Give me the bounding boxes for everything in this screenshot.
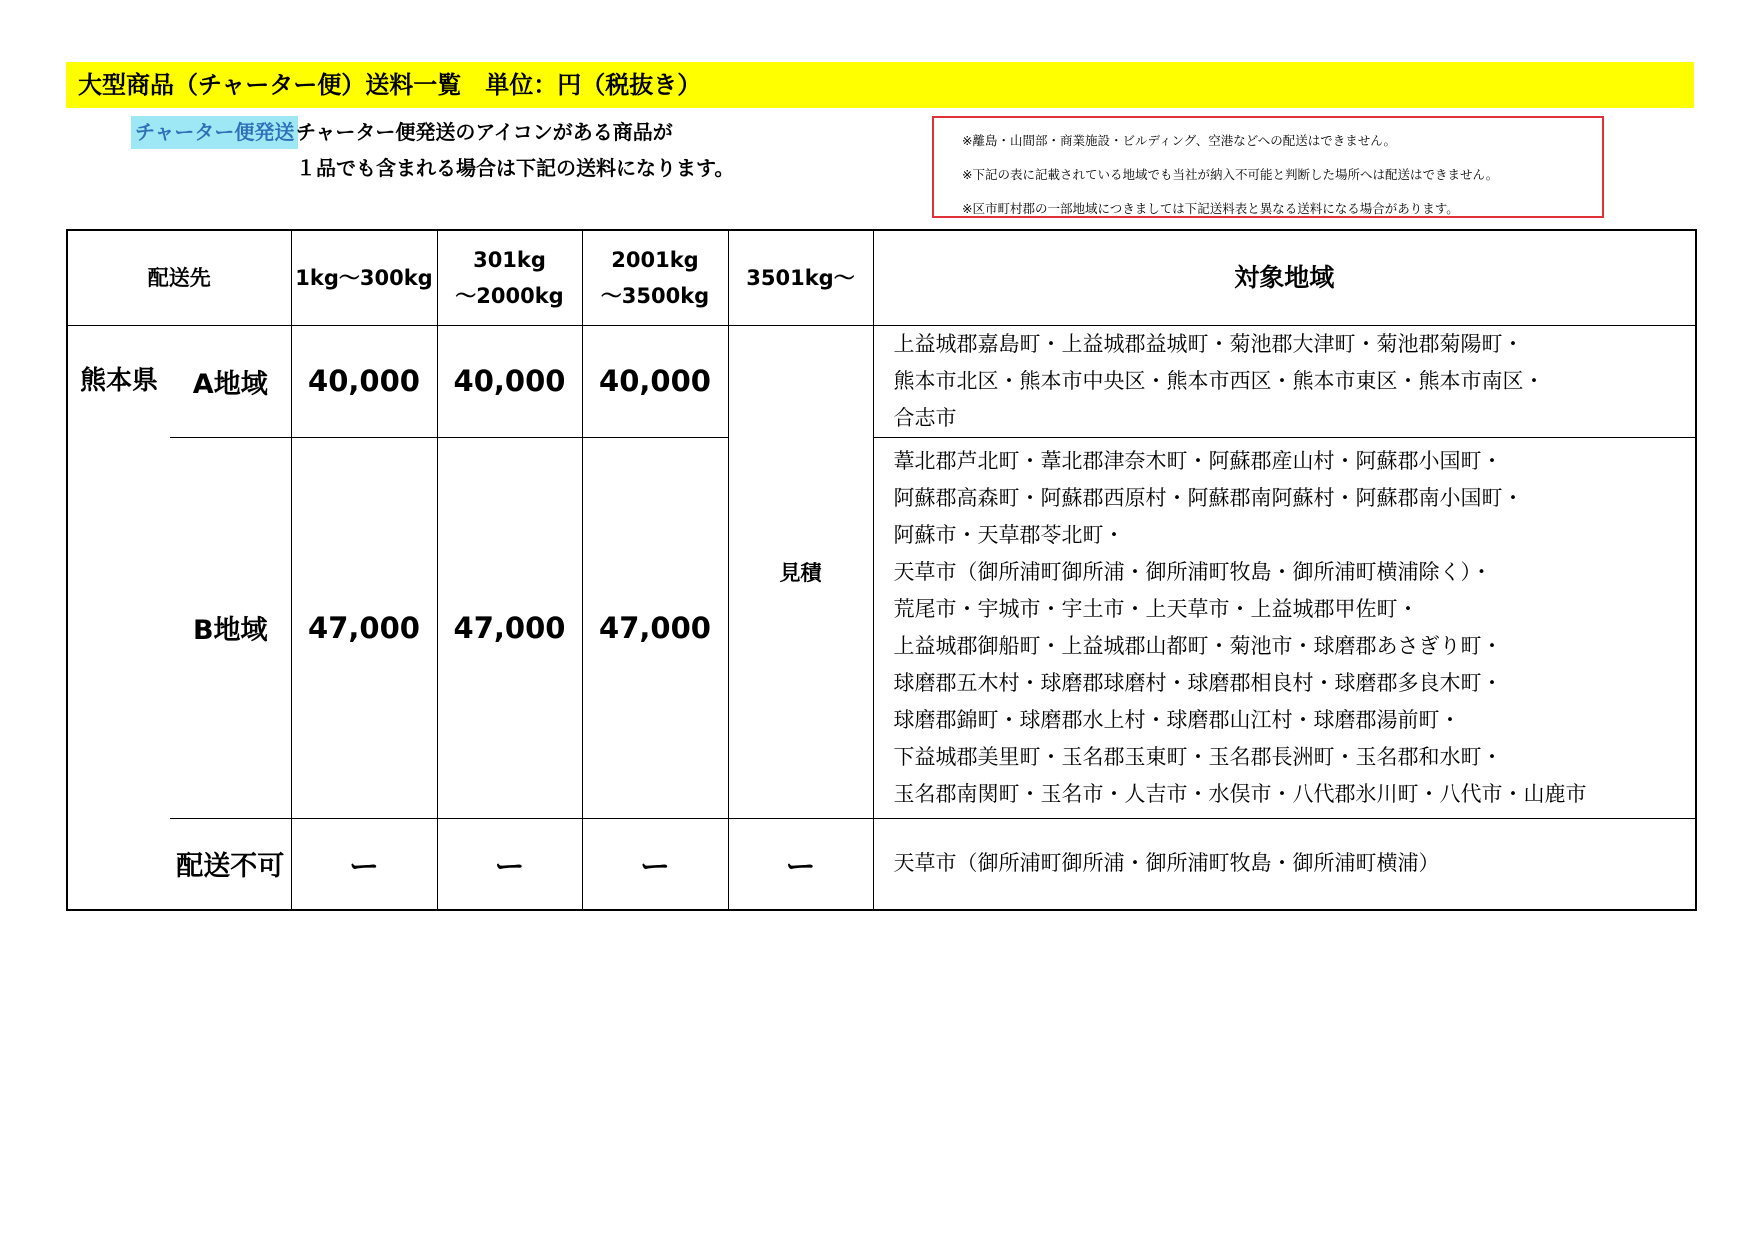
area-line: 玉名郡南関町・玉名市・人吉市・水俣市・八代郡氷川町・八代市・山鹿市 bbox=[893, 781, 1587, 806]
area-line: 球磨郡五木村・球磨郡球磨村・球磨郡相良村・球磨郡多良木町・ bbox=[893, 670, 1503, 695]
header-region: 対象地域 bbox=[873, 230, 1696, 325]
header-weight-2-line1: 301kg bbox=[473, 247, 546, 272]
header-destination: 配送先 bbox=[67, 230, 291, 325]
area-line: 合志市 bbox=[893, 405, 957, 430]
header-weight-3-line2: ～3500kg bbox=[600, 283, 710, 308]
header-weight-1: 1kg～300kg bbox=[291, 230, 437, 325]
area-line: 葦北郡芦北町・葦北郡津奈木町・阿蘇郡産山村・阿蘇郡小国町・ bbox=[893, 448, 1503, 473]
price-cell: 47,000 bbox=[437, 437, 582, 818]
price-cell: 47,000 bbox=[291, 437, 437, 818]
notice-item: ※離島・山間部・商業施設・ビルディング、空港などへの配送はできません。 bbox=[962, 133, 1396, 148]
table-row bbox=[67, 437, 1696, 818]
zone-label: A地域 bbox=[170, 325, 291, 437]
area-list bbox=[873, 325, 1696, 437]
area-line: 天草市（御所浦町御所浦・御所浦町牧島・御所浦町横浦） bbox=[893, 851, 1440, 876]
area-list bbox=[873, 818, 1696, 910]
header-weight-2-line2: ～2000kg bbox=[455, 283, 564, 308]
shipping-rate-table bbox=[66, 229, 1697, 911]
area-line: 上益城郡御船町・上益城郡山都町・菊池市・球磨郡あさぎり町・ bbox=[893, 633, 1503, 658]
zone-label: B地域 bbox=[170, 437, 291, 818]
notice-item: ※下記の表に記載されている地域でも当社が納入不可能と判断した場所へは配送はできません。 bbox=[962, 167, 1499, 182]
area-line: 球磨郡錦町・球磨郡水上村・球磨郡山江村・球磨郡湯前町・ bbox=[893, 707, 1461, 732]
area-line: 上益城郡嘉島町・上益城郡益城町・菊池郡大津町・菊池郡菊陽町・ bbox=[893, 331, 1524, 356]
charter-shipping-badge: チャーター便発送 bbox=[131, 116, 298, 149]
area-line: 天草市（御所浦町御所浦・御所浦町牧島・御所浦町横浦除く）・ bbox=[893, 559, 1492, 584]
price-cell: 40,000 bbox=[291, 325, 437, 437]
area-line: 下益城郡美里町・玉名郡玉東町・玉名郡長洲町・玉名郡和水町・ bbox=[893, 744, 1503, 769]
area-line: 阿蘇郡高森町・阿蘇郡西原村・阿蘇郡南阿蘇村・阿蘇郡南小国町・ bbox=[893, 485, 1524, 510]
area-list bbox=[873, 437, 1696, 818]
header-weight-2 bbox=[437, 230, 582, 325]
prefecture-cell: 熊本県 bbox=[67, 325, 170, 910]
zone-label: 配送不可 bbox=[170, 818, 291, 910]
area-line: 荒尾市・宇城市・宇土市・上天草市・上益城郡甲佐町・ bbox=[893, 596, 1419, 621]
price-cell: ー bbox=[437, 818, 582, 910]
area-line: 阿蘇市・天草郡苓北町・ bbox=[893, 522, 1125, 547]
description-line-2: １品でも含まれる場合は下記の送料になります。 bbox=[296, 156, 735, 180]
header-weight-3 bbox=[582, 230, 728, 325]
description-line-1: チャーター便発送のアイコンがある商品が bbox=[296, 120, 673, 144]
estimate-cell: 見積 bbox=[728, 325, 873, 818]
price-cell: 40,000 bbox=[582, 325, 728, 437]
price-cell: 47,000 bbox=[582, 437, 728, 818]
area-line: 熊本市北区・熊本市中央区・熊本市西区・熊本市東区・熊本市南区・ bbox=[893, 368, 1545, 393]
header-weight-4: 3501kg～ bbox=[728, 230, 873, 325]
page-title: 大型商品（チャーター便）送料一覧 単位：円（税抜き） bbox=[66, 62, 1694, 108]
price-cell: ー bbox=[728, 818, 873, 910]
notice-item: ※区市町村郡の一部地域につきましては下記送料表と異なる送料になる場合があります。 bbox=[962, 201, 1459, 216]
notice-box bbox=[932, 116, 1604, 218]
table-header-row bbox=[67, 230, 1696, 325]
price-cell: ー bbox=[291, 818, 437, 910]
price-cell: 40,000 bbox=[437, 325, 582, 437]
table-row bbox=[67, 818, 1696, 910]
table-row bbox=[67, 325, 1696, 437]
header-weight-3-line1: 2001kg bbox=[611, 247, 699, 272]
price-cell: ー bbox=[582, 818, 728, 910]
